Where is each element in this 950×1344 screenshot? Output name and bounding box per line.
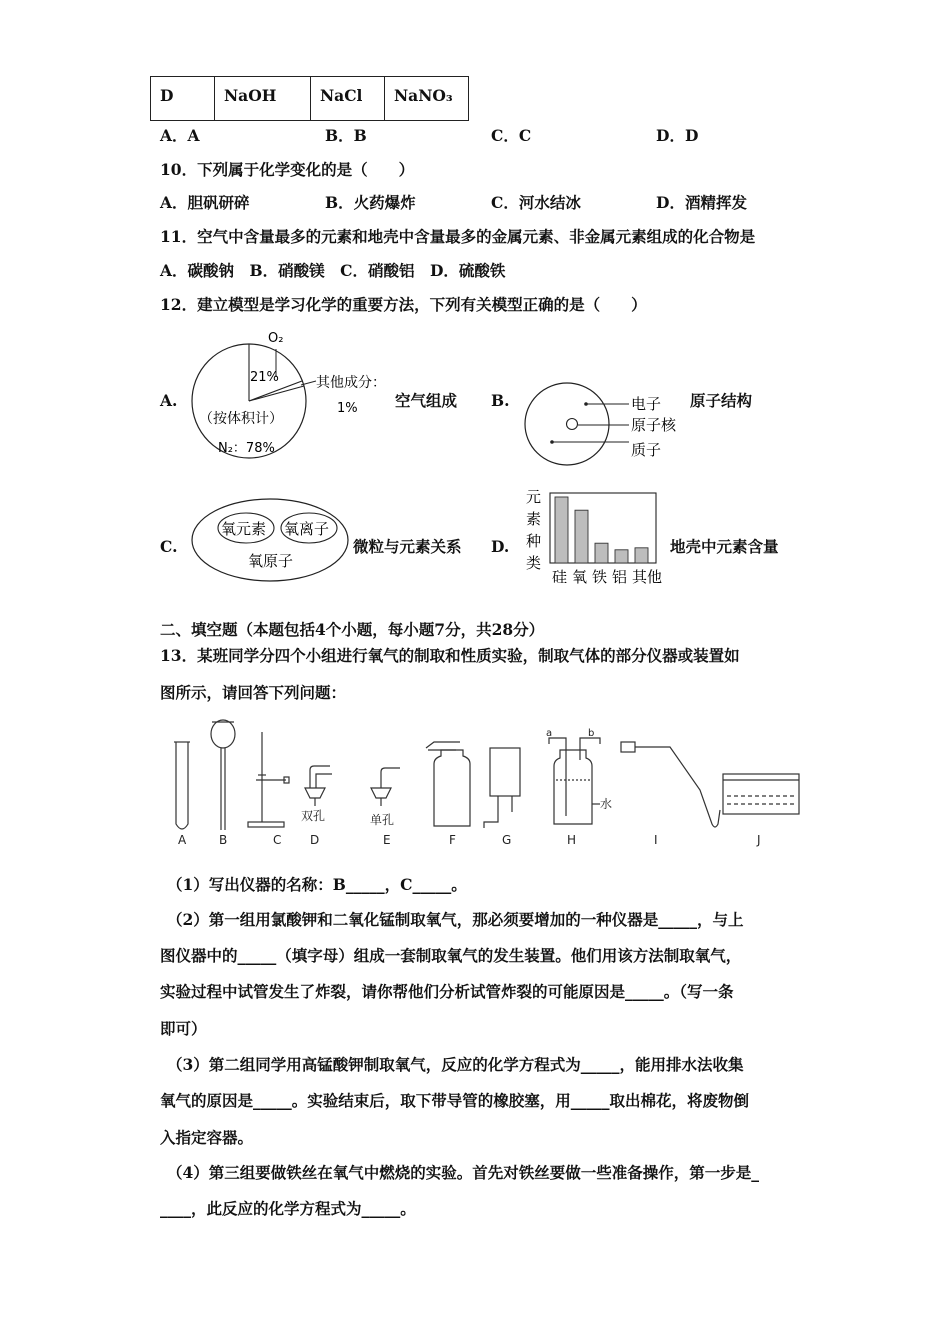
stopper — [621, 742, 635, 752]
proton-label: 质子 — [631, 441, 662, 459]
o2-percent: 21% — [250, 370, 279, 385]
port-a-label: a — [546, 728, 553, 739]
particle-relation-diagram — [190, 497, 350, 583]
bar-硅 — [555, 497, 568, 563]
answer-table — [150, 76, 469, 121]
table-cell: D — [151, 77, 215, 121]
model-d-letter: D. — [491, 537, 510, 556]
water-note: 水 — [600, 797, 613, 811]
crust-bar-chart — [520, 482, 668, 590]
delivery-tube — [310, 766, 330, 788]
q13-part3-line1: （3）第二组同学用高锰酸钾制取氧气，反应的化学方程式为_____，能用排水法收集 — [167, 1055, 744, 1074]
q13-part4-line2: ____，此反应的化学方程式为_____。 — [160, 1199, 416, 1218]
bar-氧 — [575, 510, 588, 563]
model-a-letter: A. — [160, 391, 178, 410]
short-tube — [580, 738, 600, 760]
y-axis-label-char: 种 — [526, 532, 542, 550]
two-hole-note: 双孔 — [301, 809, 326, 823]
apparatus-label: C — [273, 833, 282, 847]
q13-part3-line3: 入指定容器。 — [160, 1128, 254, 1147]
table-cell: NaNO₃ — [385, 77, 469, 121]
other-percent: 1% — [337, 401, 358, 416]
apparatus-label: I — [654, 833, 658, 847]
one-hole-stopper — [371, 788, 391, 798]
bent-tube — [635, 747, 720, 827]
volume-note: （按体积计） — [199, 411, 283, 427]
nucleus — [567, 419, 578, 430]
apparatus-label: J — [757, 833, 761, 847]
bottle-tube — [426, 742, 460, 748]
apparatus-figure — [160, 712, 810, 857]
bar-铁 — [595, 543, 608, 563]
table-cell: NaCl — [311, 77, 385, 121]
apparatus-label: D — [310, 833, 320, 847]
q10-option-d: D．酒精挥发 — [656, 193, 747, 212]
stand-base — [248, 822, 284, 827]
apparatus-label: F — [449, 833, 456, 847]
x-tick-label: 氧 — [572, 568, 588, 586]
atom-structure-diagram — [520, 378, 700, 468]
model-b-caption: 原子结构 — [690, 391, 753, 410]
model-b-letter: B. — [491, 391, 510, 410]
q13-line2: 图所示，请回答下列问题： — [160, 683, 347, 702]
other-label: 其他成分： — [316, 375, 386, 391]
y-axis-label-char: 元 — [526, 488, 542, 506]
gas-holder-tube — [484, 796, 498, 828]
q11-stem: 11．空气中含量最多的元素和地壳中含量最多的金属元素、非金属元素组成的化合物是 — [160, 227, 756, 246]
element-label: 氧元素 — [221, 520, 267, 538]
pie-divider — [249, 386, 304, 401]
y-axis-label-char: 素 — [526, 510, 542, 528]
apparatus-label: G — [502, 833, 512, 847]
q9-option-a: A．A — [160, 126, 200, 145]
q12-stem: 12．建立模型是学习化学的重要方法，下列有关模型正确的是（ ） — [160, 295, 647, 314]
q11-options: A．碳酸钠 B．硝酸镁 C．硝酸铝 D．硫酸铁 — [160, 261, 506, 280]
electron-label: 电子 — [631, 395, 662, 413]
q10-stem: 10．下列属于化学变化的是（ ） — [160, 160, 415, 179]
nucleus-label: 原子核 — [631, 416, 677, 434]
model-a-caption: 空气组成 — [395, 391, 458, 410]
two-hole-stopper — [305, 788, 325, 798]
port-b-label: b — [588, 728, 595, 739]
q13-part3-line2: 氧气的原因是_____。实验结束后，取下带导管的橡胶塞，用_____取出棉花，将废物倒 — [160, 1091, 750, 1110]
q10-option-a: A．胆矾研碎 — [160, 193, 250, 212]
q13-part1: （1）写出仪器的名称：B_____，C_____。 — [167, 875, 467, 894]
q9-option-b: B．B — [325, 126, 367, 145]
delivery-tube — [381, 768, 400, 788]
model-d-caption: 地壳中元素含量 — [670, 537, 779, 556]
apparatus-label: E — [383, 833, 391, 847]
q9-option-c: C．C — [491, 126, 532, 145]
x-tick-label: 其他 — [632, 568, 663, 586]
x-tick-label: 铁 — [592, 568, 608, 586]
q13-part2-line2: 图仪器中的_____（填字母）组成一套制取氧气的发生装置。他们用该方法制取氧气， — [160, 946, 742, 965]
gas-bottle — [434, 750, 470, 826]
o2-label: O₂ — [268, 331, 284, 346]
q13-part2-line4: 即可） — [160, 1019, 207, 1038]
apparatus-label: A — [178, 833, 187, 847]
model-c-letter: C. — [160, 537, 178, 556]
wash-bottle — [554, 750, 592, 824]
one-hole-note: 单孔 — [370, 813, 395, 827]
q10-option-b: B．火药爆炸 — [325, 193, 416, 212]
apparatus-label: H — [567, 833, 577, 847]
ion-label: 氧离子 — [284, 520, 330, 538]
x-tick-label: 硅 — [552, 568, 568, 586]
gas-holder — [490, 748, 520, 796]
atom-label: 氧原子 — [248, 552, 294, 570]
section-heading: 二、填空题（本题包括4个小题，每小题7分，共28分） — [160, 620, 545, 639]
bar-其他 — [635, 548, 648, 563]
n2-label: N₂：78% — [218, 441, 275, 456]
q13-part4-line1: （4）第三组要做铁丝在氧气中燃烧的实验。首先对铁丝要做一些准备操作，第一步是_ — [167, 1163, 760, 1182]
q10-option-c: C．河水结冰 — [491, 193, 581, 212]
x-tick-label: 铝 — [612, 568, 628, 586]
apparatus-label: B — [219, 833, 228, 847]
table-cell: NaOH — [215, 77, 311, 121]
table-row — [151, 77, 469, 121]
y-axis-label-char: 类 — [526, 554, 542, 572]
test-tube — [176, 742, 188, 829]
delivery-tube — [316, 774, 332, 788]
bulb — [211, 720, 235, 748]
q13-part2-line3: 实验过程中试管发生了炸裂，请你帮他们分析试管炸裂的可能原因是_____。（写一条 — [160, 982, 734, 1001]
q13-line1: 13．某班同学分四个小组进行氧气的制取和性质实验，制取气体的部分仪器或装置如 — [160, 646, 740, 665]
model-c-caption: 微粒与元素关系 — [353, 537, 462, 556]
q9-option-d: D．D — [656, 126, 699, 145]
air-pie-diagram — [185, 325, 400, 465]
bar-铝 — [615, 550, 628, 563]
q13-part2-line1: （2）第一组用氯酸钾和二氧化锰制取氧气，那必须要增加的一种仪器是_____，与上 — [167, 910, 744, 929]
